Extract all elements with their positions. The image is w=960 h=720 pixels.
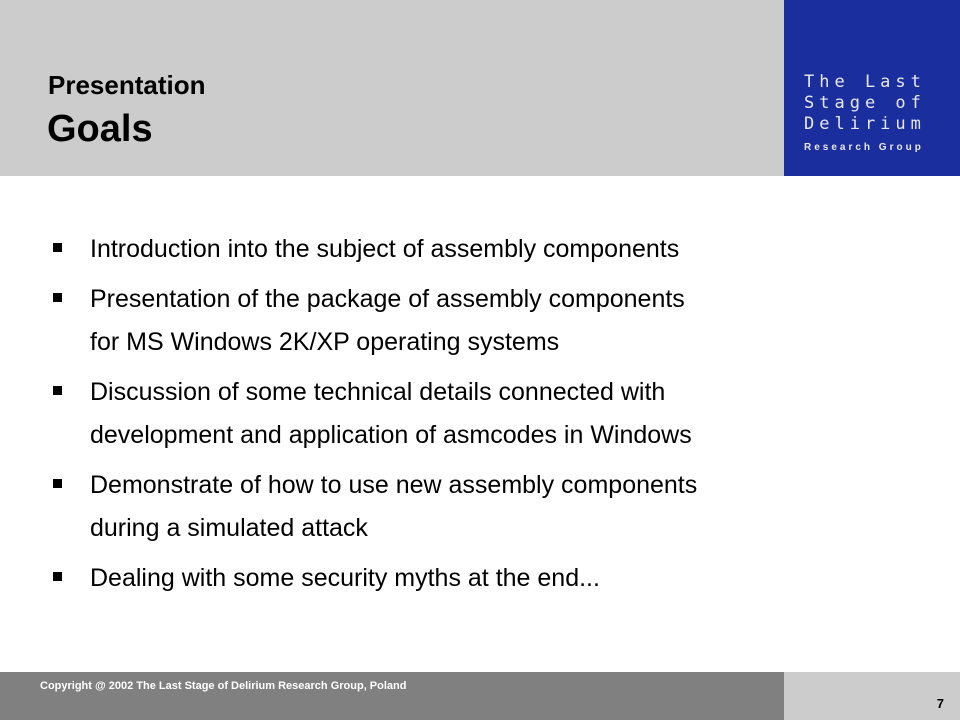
square-bullet-icon (53, 243, 62, 252)
square-bullet-icon (53, 479, 62, 488)
bullet-line: Dealing with some security myths at the end... (90, 564, 600, 592)
square-bullet-icon (53, 386, 62, 395)
page-number: 7 (936, 696, 944, 711)
bullet-item (50, 228, 880, 271)
bullet-line: Presentation of the package of assembly components (90, 285, 685, 313)
bullet-item (50, 464, 880, 550)
slide-subtitle: Presentation (48, 70, 206, 100)
footer-corner (784, 672, 960, 720)
lsd-logo (784, 0, 960, 176)
bullet-line: Demonstrate of how to use new assembly components (90, 471, 698, 499)
logo-line: Delirium (804, 114, 926, 134)
bullet-item (50, 371, 880, 457)
copyright-text: Copyright @ 2002 The Last Stage of Delirium Research Group, Poland (40, 680, 407, 692)
logo-subtitle: Research Group (804, 142, 924, 153)
bullet-item (50, 557, 880, 600)
bullet-list (50, 228, 880, 607)
bullet-line: development and application of asmcodes in Windows (90, 421, 692, 449)
logo-wordmark (804, 72, 926, 135)
logo-line: Stage of (804, 93, 926, 113)
slide-title: Goals (47, 108, 153, 150)
bullet-line: Introduction into the subject of assembly components (90, 235, 680, 263)
square-bullet-icon (53, 572, 62, 581)
bullet-line: Discussion of some technical details connected with (90, 378, 666, 406)
bullet-line: for MS Windows 2K/XP operating systems (90, 328, 560, 356)
bullet-item (50, 278, 880, 364)
square-bullet-icon (53, 293, 62, 302)
logo-line: The Last (804, 72, 926, 92)
bullet-line: during a simulated attack (90, 514, 368, 542)
